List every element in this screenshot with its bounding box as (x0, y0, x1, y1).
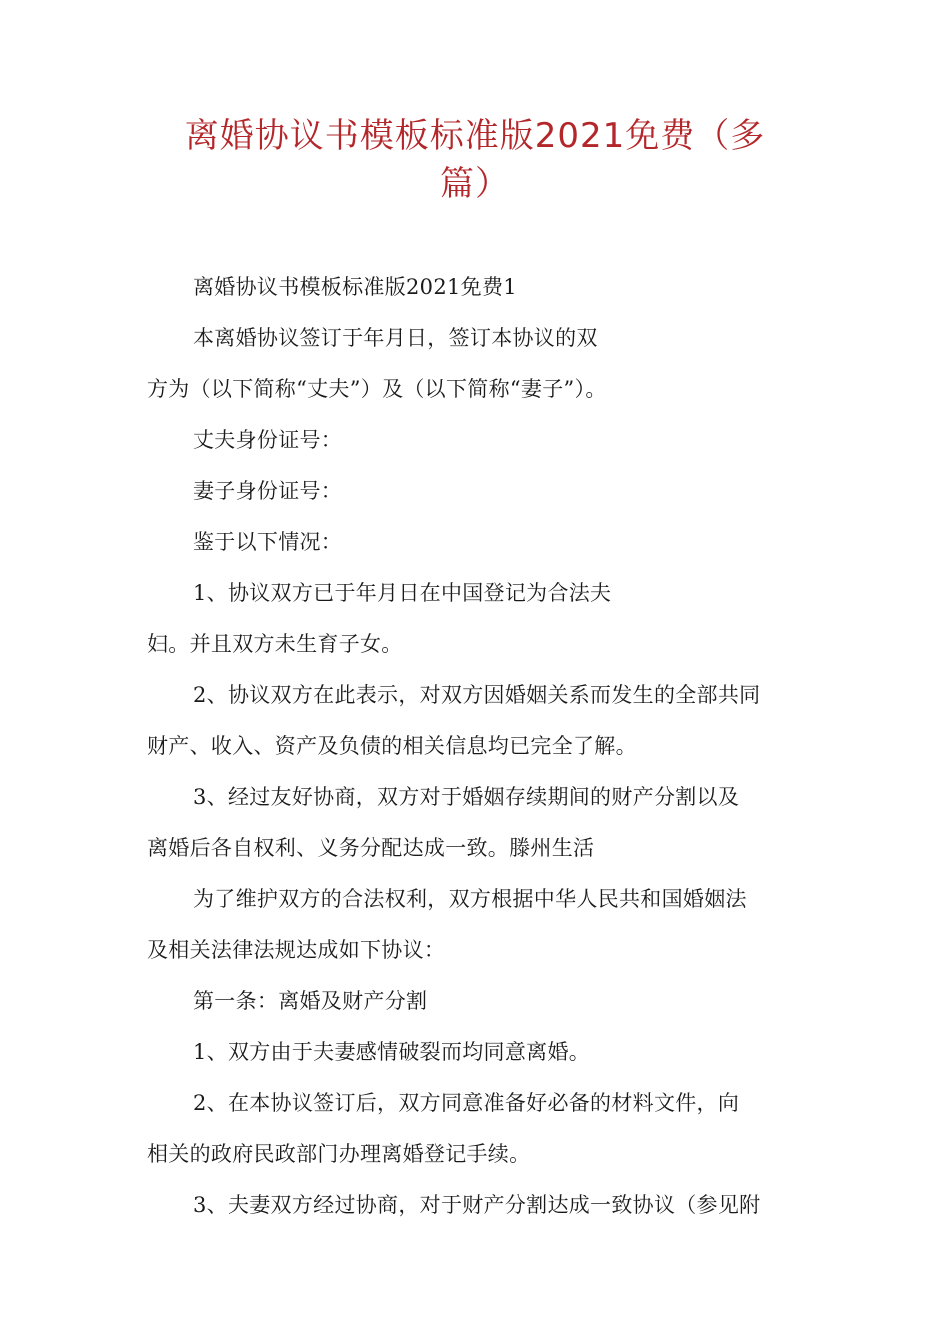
paragraph-line: 鉴于以下情况： (193, 530, 343, 554)
list-item-line: 1、协议双方已于年月日在中国登记为合法夫 (193, 581, 612, 605)
wife-id-label: 妻子身份证号： (193, 479, 343, 503)
paragraph-line: 方为（以下简称“丈夫”）及（以下简称“妻子”）。 (147, 377, 607, 401)
list-item-line: 相关的政府民政部门办理离婚登记手续。 (147, 1142, 531, 1166)
list-item-line: 妇。并且双方未生育子女。 (147, 632, 403, 656)
paragraph-line: 为了维护双方的合法权利，双方根据中华人民共和国婚姻法 (193, 887, 747, 911)
list-item-line: 3、经过友好协商，双方对于婚姻存续期间的财产分割以及 (193, 785, 740, 809)
paragraph-line: 本离婚协议签订于年月日，签订本协议的双 (193, 326, 598, 350)
husband-id-label: 丈夫身份证号： (193, 428, 343, 452)
list-item-line: 3、夫妻双方经过协商，对于财产分割达成一致协议（参见附 (193, 1193, 761, 1217)
list-item-line: 2、在本协议签订后，双方同意准备好必备的材料文件，向 (193, 1091, 740, 1115)
list-item-line: 财产、收入、资产及负债的相关信息均已完全了解。 (147, 734, 637, 758)
paragraph-line: 及相关法律法规达成如下协议： (147, 938, 446, 962)
document-title-line-1: 离婚协议书模板标准版2021免费（多 (184, 116, 766, 156)
document-title-line-2: 篇） (440, 164, 510, 204)
list-item-line: 离婚后各自权利、义务分配达成一致。滕州生活 (147, 836, 595, 860)
list-item-line: 1、双方由于夫妻感情破裂而均同意离婚。 (193, 1040, 591, 1064)
section-heading: 离婚协议书模板标准版2021免费1 (193, 275, 517, 299)
article-heading: 第一条：离婚及财产分割 (193, 989, 428, 1013)
list-item-line: 2、协议双方在此表示，对双方因婚姻关系而发生的全部共同 (193, 683, 761, 707)
